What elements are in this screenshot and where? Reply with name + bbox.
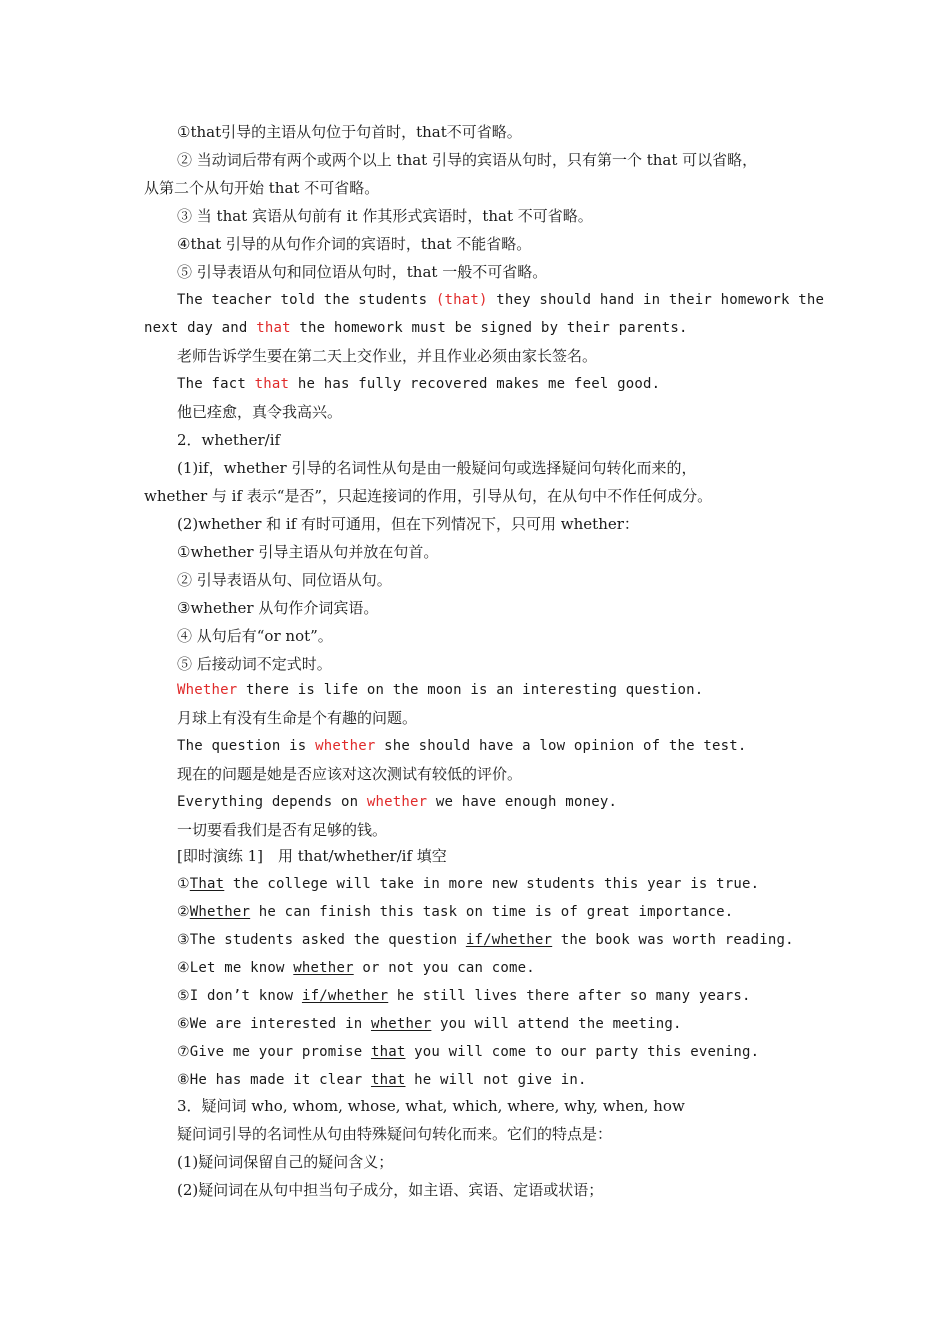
example-text: The teacher told the students: [177, 292, 436, 308]
answer-blank: whether: [370, 1016, 432, 1032]
highlight-word: whether: [315, 738, 376, 754]
item-text: he still lives there after so many years.: [388, 988, 751, 1004]
item-text: you will attend the meeting.: [431, 1016, 682, 1032]
example-1-line-2: [144, 318, 688, 338]
example-1-line-1: [177, 290, 824, 310]
example-text: the homework must be signed by their parents.: [290, 320, 688, 336]
practice-item-8: [177, 1070, 587, 1090]
example-2: [177, 374, 660, 394]
practice-item-7: [177, 1042, 759, 1062]
whether-para-2: (2)whether 和 if 有时可通用，但在下列情况下，只可用 whether：: [177, 515, 639, 533]
whether-case-1: ①whether 引导主语从句并放在句首。: [177, 543, 439, 561]
item-text: ④Let me know: [177, 960, 294, 976]
whether-example-2: [177, 736, 747, 756]
example-text: Everything depends on: [177, 794, 367, 810]
highlight-word: whether: [366, 794, 428, 810]
highlight-word: that: [254, 376, 290, 392]
item-text: he will not give in.: [405, 1072, 587, 1088]
that-rule-2-line-2: 从第二个从句开始 that 不可省略。: [144, 179, 380, 197]
item-text: ⑧He has made it clear: [177, 1072, 371, 1088]
practice-item-2: [177, 902, 733, 922]
that-rule-1: ①that引导的主语从句位于句首时，that不可省略。: [177, 123, 522, 141]
answer-blank: if/whether: [465, 932, 553, 948]
question-words-intro: 疑问词引导的名词性从句由特殊疑问句转化而来。它们的特点是：: [177, 1125, 613, 1143]
answer-blank: Whether: [189, 904, 251, 920]
item-text: ⑦Give me your promise: [177, 1044, 371, 1060]
whether-case-2: ② 引导表语从句、同位语从句。: [177, 571, 392, 589]
whether-example-1-translation: 月球上有没有生命是个有趣的问题。: [177, 709, 418, 727]
item-text: ①: [177, 876, 190, 892]
item-text: ③The students asked the question: [177, 932, 466, 948]
example-1-translation: 老师告诉学生要在第二天上交作业，并且作业必须由家长签名。: [177, 347, 598, 365]
highlight-word: that: [256, 320, 291, 336]
section-heading-whether: 2．whether/if: [177, 431, 281, 449]
item-text: or not you can come.: [353, 960, 535, 976]
answer-blank: That: [189, 876, 225, 892]
example-text: next day and: [144, 320, 257, 336]
example-text: there is life on the moon is an interesting question.: [237, 682, 704, 698]
highlight-word: Whether: [177, 682, 238, 698]
example-text: they should hand in their homework the: [487, 292, 825, 308]
whether-para-1-line-2: whether 与 if 表示“是否”，只起连接词的作用，引导从句，在从句中不作任何成分。: [144, 487, 713, 505]
item-text: you will come to our party this evening.: [405, 1044, 760, 1060]
item-text: ⑥We are interested in: [177, 1016, 371, 1032]
answer-blank: that: [370, 1044, 406, 1060]
item-text: the book was worth reading.: [552, 932, 794, 948]
question-words-feature-2: (2)疑问词在从句中担当句子成分，如主语、宾语、定语或状语；: [177, 1181, 604, 1199]
that-rule-3: ③ 当 that 宾语从句前有 it 作其形式宾语时，that 不可省略。: [177, 207, 593, 225]
practice-item-1: [177, 874, 759, 894]
example-text: he has fully recovered makes me feel good.: [289, 376, 661, 392]
example-2-translation: 他已痊愈，真令我高兴。: [177, 403, 343, 421]
that-rule-2-line-1: ② 当动词后带有两个或两个以上 that 引导的宾语从句时，只有第一个 that 可以省略，: [177, 151, 758, 169]
item-text: he can finish this task on time is of great importance.: [250, 904, 734, 920]
that-rule-4: ④that 引导的从句作介词的宾语时，that 不能省略。: [177, 235, 532, 253]
practice-item-3: [177, 930, 794, 950]
question-words-feature-1: (1)疑问词保留自己的疑问含义；: [177, 1153, 394, 1171]
whether-example-2-translation: 现在的问题是她是否应该对这次测试有较低的评价。: [177, 765, 523, 783]
section-heading-question-words: 3．疑问词 who, whom, whose, what, which, where, why, when, how: [177, 1097, 685, 1115]
whether-case-5: ⑤ 后接动词不定式时。: [177, 655, 332, 673]
answer-blank: whether: [293, 960, 354, 976]
whether-example-3-translation: 一切要看我们是否有足够的钱。: [177, 821, 388, 839]
whether-para-1-line-1: (1)if，whether 引导的名词性从句是由一般疑问句或选择疑问句转化而来的，: [177, 459, 697, 477]
example-text: The question is: [177, 738, 316, 754]
practice-item-6: [177, 1014, 682, 1034]
item-text: the college will take in more new students this year is true.: [224, 876, 760, 892]
highlight-word: (that): [435, 292, 488, 308]
that-rule-5: ⑤ 引导表语从句和同位语从句时，that 一般不可省略。: [177, 263, 548, 281]
answer-blank: if/whether: [301, 988, 389, 1004]
example-text: we have enough money.: [427, 794, 618, 810]
item-text: ②: [177, 904, 190, 920]
practice-item-5: [177, 986, 751, 1006]
whether-example-3: [177, 792, 617, 812]
example-text: she should have a low opinion of the test.: [375, 738, 747, 754]
practice-item-4: [177, 958, 535, 978]
practice-title: [即时演练 1] 用 that/whether/if 填空: [177, 847, 447, 865]
whether-example-1: [177, 680, 703, 700]
example-text: The fact: [177, 376, 255, 392]
item-text: ⑤I don’t know: [177, 988, 302, 1004]
whether-case-3: ③whether 从句作介词宾语。: [177, 599, 379, 617]
answer-blank: that: [370, 1072, 406, 1088]
whether-case-4: ④ 从句后有“or not”。: [177, 627, 333, 645]
